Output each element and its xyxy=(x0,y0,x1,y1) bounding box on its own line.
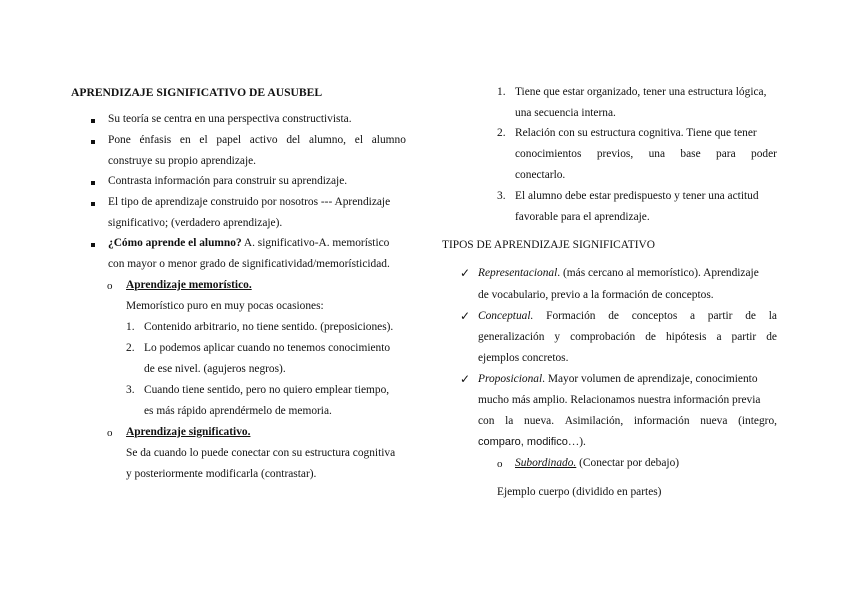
bullet-text-5-line2: con mayor o menor grado de significatividad/memorísticidad. xyxy=(108,258,390,270)
types-heading: TIPOS DE APRENDIZAJE SIGNIFICATIVO xyxy=(442,239,655,251)
justified-word: información xyxy=(633,415,690,427)
pro-line4 xyxy=(478,436,586,448)
memoristico-heading: Aprendizaje memorístico. xyxy=(126,279,252,291)
justified-word: (integro, xyxy=(738,415,777,427)
bullet-square-icon xyxy=(91,202,95,206)
justified-word: nueva. xyxy=(524,415,555,427)
justified-word: nueva xyxy=(700,415,728,427)
justified-word: en xyxy=(179,134,191,146)
justified-word: alumno, xyxy=(309,134,347,146)
justified-word: de xyxy=(645,331,656,343)
circle-bullet-icon: o xyxy=(107,280,113,292)
justified-word: el xyxy=(199,134,208,146)
circle-bullet-icon: o xyxy=(497,458,503,470)
con-term: Conceptual. xyxy=(478,310,534,322)
justified-word: papel xyxy=(216,134,242,146)
memoristico-item-3-line2: es más rápido aprendérmelo de memoria. xyxy=(144,405,332,417)
bullet-text-2-line2: construye su propio aprendizaje. xyxy=(108,155,257,167)
justified-word: generalización xyxy=(478,331,545,343)
pro-line3 xyxy=(478,415,777,427)
memoristico-item-2-line1: Lo podemos aplicar cuando no tenemos conocimiento xyxy=(144,342,391,354)
bullet-text-2-line1 xyxy=(108,134,406,146)
condition-3-line2: favorable para el aprendizaje. xyxy=(515,211,650,223)
justified-word: a xyxy=(716,331,722,343)
significativo-line2: y posteriormente modificarla (contrastar). xyxy=(126,468,317,480)
justified-word: con xyxy=(478,415,495,427)
justified-word: de xyxy=(608,310,619,322)
justified-word: para xyxy=(716,148,736,160)
justified-word: Asimilación, xyxy=(564,415,624,427)
question-bold: ¿Cómo aprende el alumno? xyxy=(108,237,242,249)
memoristico-item-1-num: 1. xyxy=(126,321,135,333)
justified-word: activo xyxy=(249,134,278,146)
subordinado-line xyxy=(515,457,679,469)
pro-line1 xyxy=(478,373,758,385)
justified-word: comprobación xyxy=(570,331,636,343)
memoristico-item-3-line1: Cuando tiene sentido, pero no quiero emplear tiempo, xyxy=(144,384,390,396)
pro-rest: . Mayor volumen de aprendizaje, conocimiento xyxy=(542,373,758,385)
significativo-heading: Aprendizaje significativo. xyxy=(126,426,251,438)
memoristico-intro: Memorístico puro en muy pocas ocasiones: xyxy=(126,300,324,312)
pro-line2: mucho más amplio. Relacionamos nuestra información previa xyxy=(478,394,761,406)
justified-word: y xyxy=(554,331,561,343)
memoristico-item-2-line2: de ese nivel. (agujeros negros). xyxy=(144,363,286,375)
condition-2-line3: conectarlo. xyxy=(515,169,566,181)
pro-sans-text: comparo, modifico xyxy=(478,436,568,448)
condition-1-num: 1. xyxy=(497,86,506,98)
justified-word: énfasis xyxy=(139,134,172,146)
justified-word: la xyxy=(505,415,514,427)
justified-word: alumno xyxy=(371,134,406,146)
circle-bullet-icon: o xyxy=(107,427,113,439)
bullet-square-icon xyxy=(91,181,95,185)
significativo-line1: Se da cuando lo puede conectar con su estructura cognitiva xyxy=(126,447,396,459)
justified-word: conceptos xyxy=(631,310,678,322)
condition-3-num: 3. xyxy=(497,190,506,202)
bullet-text-4-line1: El tipo de aprendizaje construido por nosotros --- Aprendizaje xyxy=(108,196,391,208)
justified-word: partir xyxy=(731,331,757,343)
justified-word: de xyxy=(766,331,777,343)
bullet-text-5-line1 xyxy=(108,237,389,249)
justified-word: a xyxy=(689,310,696,322)
question-rest: A. significativo-A. memorístico xyxy=(241,237,390,249)
condition-2-line1: Relación con su estructura cognitiva. Tiene que tener xyxy=(515,127,757,139)
condition-1-line1: Tiene que estar organizado, tener una estructura lógica, xyxy=(515,86,767,98)
condition-2-line2 xyxy=(515,148,777,160)
justified-word: del xyxy=(286,134,301,146)
pro-term: Proposicional xyxy=(478,373,543,385)
rep-line2: de vocabulario, previo a la formación de conceptos. xyxy=(478,289,714,301)
bullet-text-1: Su teoría se centra en una perspectiva constructivista. xyxy=(108,113,352,125)
pro-line4-rest: …). xyxy=(567,436,586,448)
check-icon: ✓ xyxy=(460,372,471,386)
justified-word: partir xyxy=(707,310,733,322)
check-icon: ✓ xyxy=(460,309,471,323)
justified-word: previos, xyxy=(596,148,634,160)
example-line: Ejemplo cuerpo (dividido en partes) xyxy=(497,486,662,498)
rep-line1 xyxy=(478,267,759,279)
memoristico-item-1: Contenido arbitrario, no tiene sentido. (preposiciones). xyxy=(144,321,394,333)
subordinado-term: Subordinado. xyxy=(515,457,577,469)
justified-word: Pone xyxy=(108,134,131,146)
justified-word: hipótesis xyxy=(665,331,707,343)
justified-word: el xyxy=(354,134,363,146)
subordinado-rest: (Conectar por debajo) xyxy=(576,457,680,469)
justified-word: conocimientos xyxy=(515,148,582,160)
con-line2 xyxy=(478,331,777,343)
con-line3: ejemplos concretos. xyxy=(478,352,569,364)
bullet-text-3: Contrasta información para construir su aprendizaje. xyxy=(108,175,348,187)
rep-term: Representacional xyxy=(478,267,558,279)
memoristico-item-2-num: 2. xyxy=(126,342,135,354)
justified-word: una xyxy=(648,148,666,160)
condition-2-num: 2. xyxy=(497,127,506,139)
justified-word: poder xyxy=(751,148,777,160)
check-icon: ✓ xyxy=(460,266,471,280)
bullet-square-icon xyxy=(91,243,95,247)
justified-word: de xyxy=(745,310,756,322)
bullet-square-icon xyxy=(91,140,95,144)
justified-word: base xyxy=(680,148,701,160)
bullet-text-4-line2: significativo; (verdadero aprendizaje). xyxy=(108,217,283,229)
memoristico-item-3-num: 3. xyxy=(126,384,135,396)
con-line1 xyxy=(478,310,777,322)
rep-rest: . (más cercano al memorístico). Aprendizaje xyxy=(557,267,759,279)
condition-1-line2: una secuencia interna. xyxy=(515,107,616,119)
page-title: APRENDIZAJE SIGNIFICATIVO DE AUSUBEL xyxy=(71,86,323,99)
bullet-square-icon xyxy=(91,119,95,123)
justified-word: la xyxy=(768,310,777,322)
justified-word: Formación xyxy=(546,310,596,322)
condition-3-line1: El alumno debe estar predispuesto y tener una actitud xyxy=(515,190,759,202)
